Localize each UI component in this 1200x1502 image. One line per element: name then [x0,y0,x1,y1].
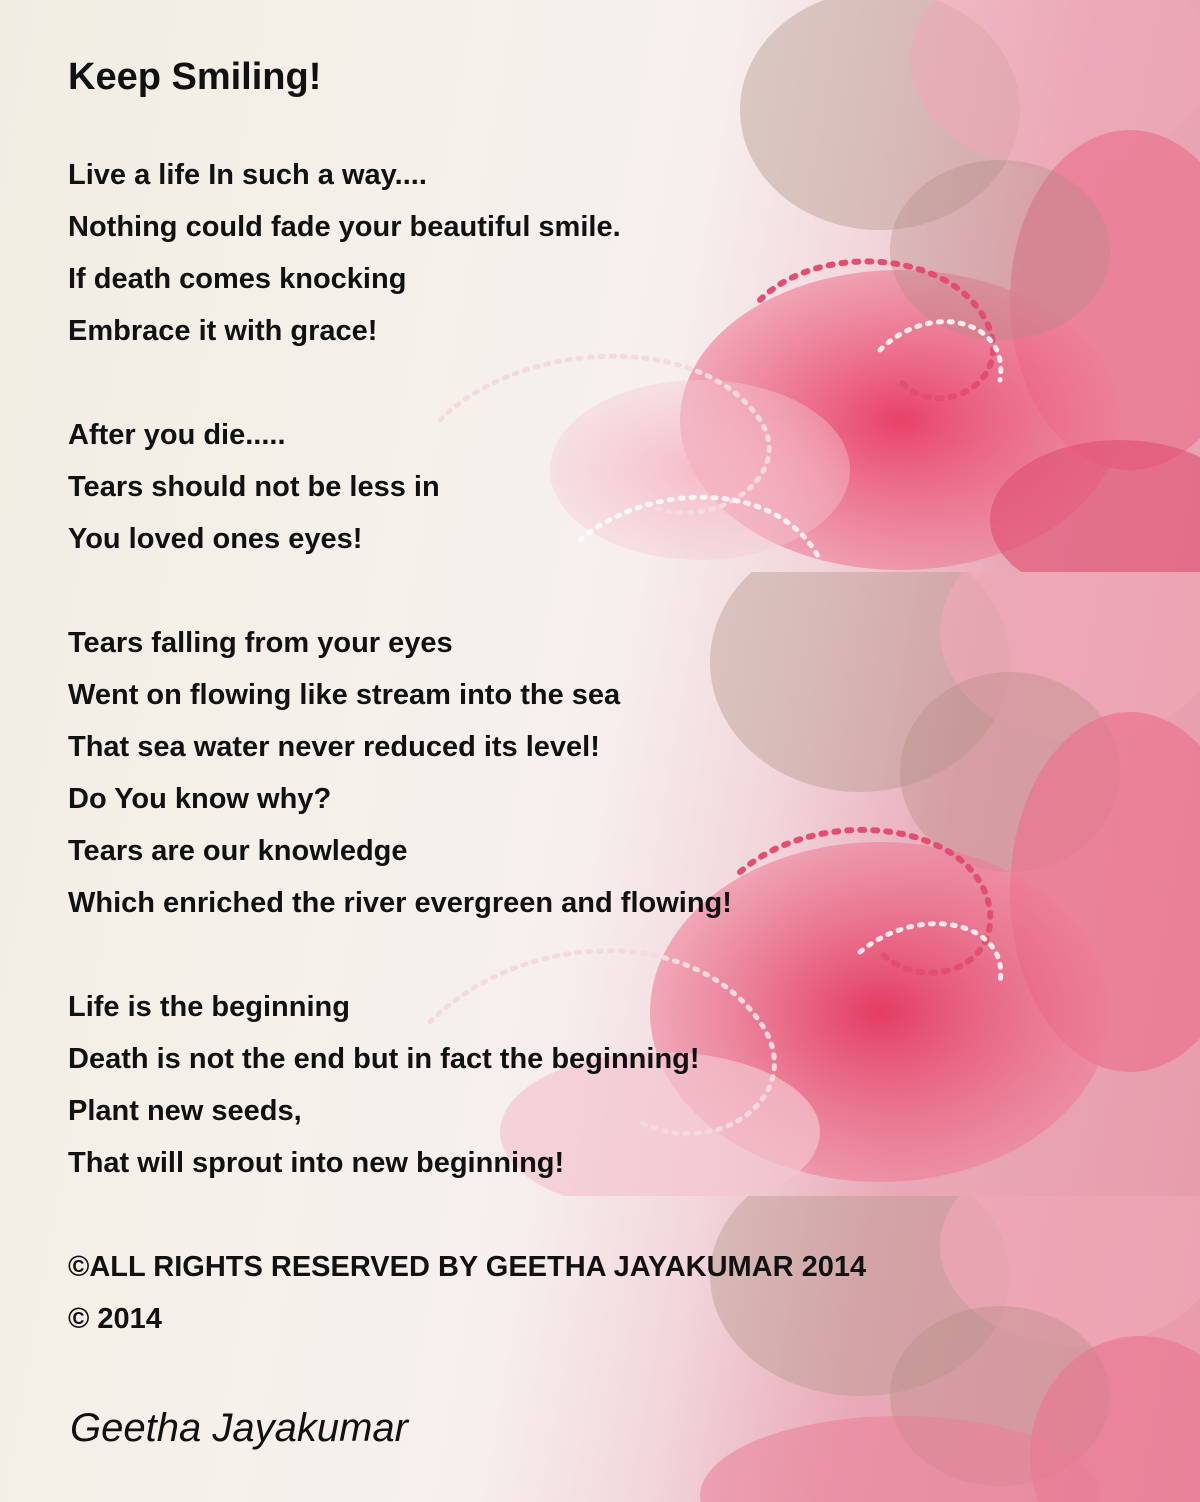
poem-line: Tears are our knowledge [68,835,408,867]
poem-line: Went on flowing like stream into the sea [68,679,621,711]
poem-line: Tears falling from your eyes [68,627,453,659]
author-signature: Geetha Jayakumar [70,1406,408,1450]
stanza-2 [68,409,440,565]
copyright-notice: ©ALL RIGHTS RESERVED BY GEETHA JAYAKUMAR 2014 [68,1251,867,1283]
poem-line: Life is the beginning [68,991,350,1023]
poem-line: That sea water never reduced its level! [68,731,600,763]
poem-line: Tears should not be less in [68,471,440,503]
stanza-4 [68,981,700,1189]
poem-line: Which enriched the river evergreen and flowing! [68,887,732,919]
poem-line: After you die..... [68,419,286,451]
stanza-3 [68,617,732,929]
poem-title: Keep Smiling! [68,56,322,98]
poem-line: Death is not the end but in fact the beginning! [68,1043,700,1075]
stanza-1 [68,149,621,357]
poem-line: Do You know why? [68,783,332,815]
poem-line: Embrace it with grace! [68,315,378,347]
poem-line: Live a life In such a way.... [68,159,427,191]
poem-line: You loved ones eyes! [68,523,363,555]
copyright-year: © 2014 [68,1303,162,1335]
poem-line: That will sprout into new beginning! [68,1147,565,1179]
poem-line: Plant new seeds, [68,1095,302,1127]
poem-line: If death comes knocking [68,263,407,295]
poem-line: Nothing could fade your beautiful smile. [68,211,621,243]
